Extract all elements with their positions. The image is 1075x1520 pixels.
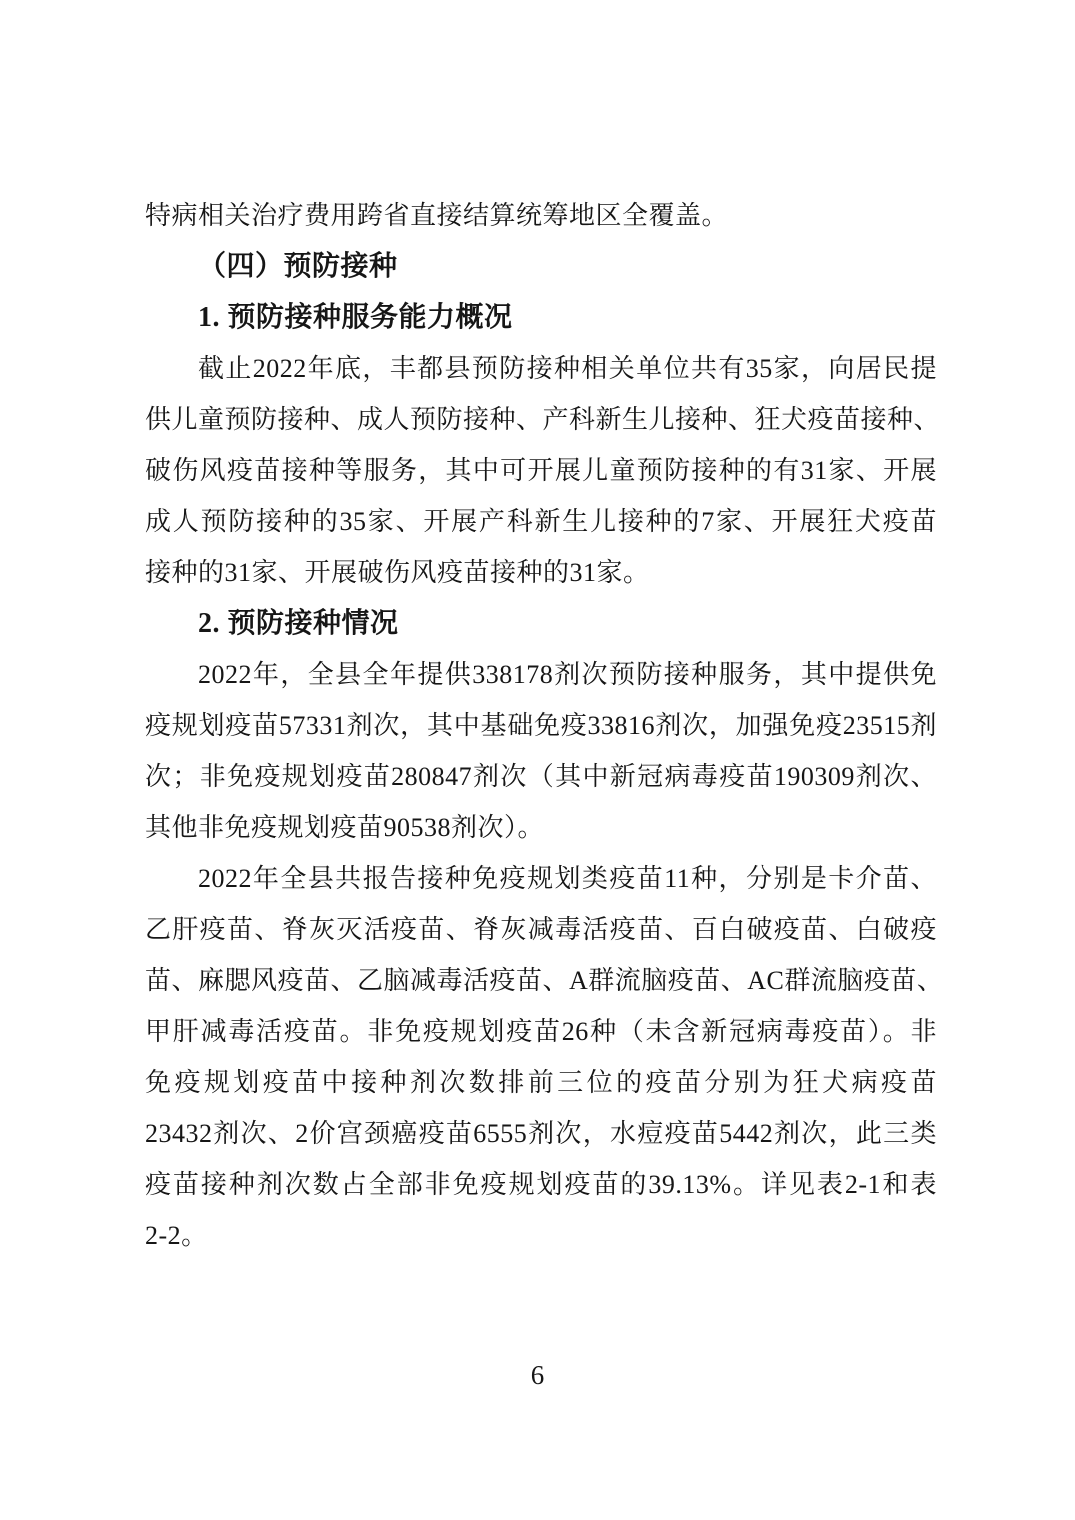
para3-line: 乙肝疫苗、脊灰灭活疫苗、脊灰减毒活疫苗、百白破疫苗、白破疫 (145, 915, 937, 944)
para1-line: 截止2022年底，丰都县预防接种相关单位共有35家，向居民提 (198, 354, 937, 383)
para3-line: 甲肝减毒活疫苗。非免疫规划疫苗26种（未含新冠病毒疫苗）。非 (145, 1017, 937, 1046)
section-heading: （四）预防接种 (198, 251, 398, 282)
para1-line: 接种的31家、开展破伤风疫苗接种的31家。 (145, 558, 650, 587)
page-content (145, 0, 944, 1261)
para3-line: 2022年全县共报告接种免疫规划类疫苗11种，分别是卡介苗、 (198, 864, 937, 893)
para2-line: 次；非免疫规划疫苗280847剂次（其中新冠病毒疫苗190309剂次、 (145, 762, 937, 791)
para3-line: 2-2。 (145, 1221, 208, 1250)
para1-line: 成人预防接种的35家、开展产科新生儿接种的7家、开展狂犬疫苗 (145, 507, 937, 536)
para1-line: 破伤风疫苗接种等服务，其中可开展儿童预防接种的有31家、开展 (145, 456, 937, 485)
page-footer (0, 1350, 1075, 1401)
para3-line: 苗、麻腮风疫苗、乙脑减毒活疫苗、A群流脑疫苗、AC群流脑疫苗、 (145, 966, 944, 995)
para2-line: 其他非免疫规划疫苗90538剂次）。 (145, 813, 545, 842)
paragraph-continuation-line: 特病相关治疗费用跨省直接结算统筹地区全覆盖。 (145, 201, 729, 230)
para3-line: 疫苗接种剂次数占全部非免疫规划疫苗的39.13%。详见表2-1和表 (145, 1170, 937, 1199)
para2-line: 疫规划疫苗57331剂次，其中基础免疫33816剂次，加强免疫23515剂 (145, 711, 937, 740)
para3-line: 23432剂次、2价宫颈癌疫苗6555剂次，水痘疫苗5442剂次，此三类 (145, 1119, 937, 1148)
para1-line: 供儿童预防接种、成人预防接种、产科新生儿接种、狂犬疫苗接种、 (145, 405, 941, 434)
para3-line: 免疫规划疫苗中接种剂次数排前三位的疫苗分别为狂犬病疫苗 (145, 1068, 937, 1097)
page-number: 6 (530, 1360, 545, 1390)
para2-line: 2022年，全县全年提供338178剂次预防接种服务，其中提供免 (198, 660, 937, 689)
sub-heading-vaccination-status: 2. 预防接种情况 (198, 608, 399, 639)
sub-heading-service-capacity: 1. 预防接种服务能力概况 (198, 302, 513, 333)
